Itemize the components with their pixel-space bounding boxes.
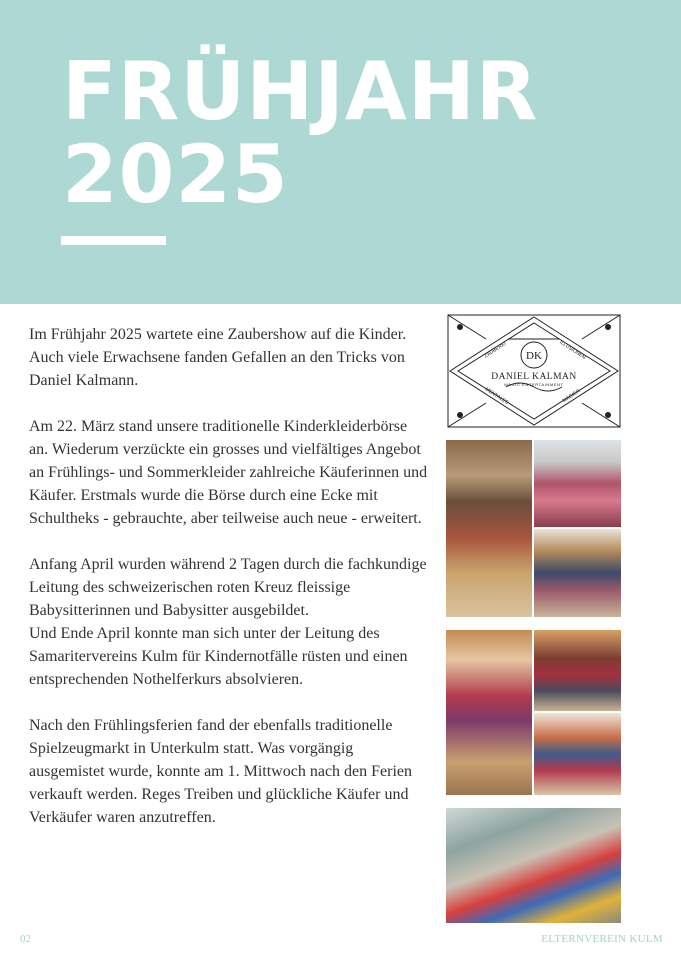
logo-monogram: DK	[526, 350, 542, 362]
photo-clothing-racks	[534, 529, 621, 617]
photo-schoolbags-shelf	[534, 630, 621, 711]
photo-toy-market	[446, 808, 621, 923]
logo-word-3: MENTALES	[483, 386, 510, 406]
logo-word-2: ILLUSIONEN	[558, 339, 587, 361]
logo-word-4: MAGIER	[561, 388, 582, 405]
magician-logo	[446, 313, 622, 429]
header-banner	[0, 0, 681, 304]
photo-schoolbags-display	[534, 713, 621, 795]
paragraph-babysitter-course: Anfang April wurden während 2 Tagen durch die fachkundige Leitung des schweizerischen roten Kreuz fleissige Babysitterinnen und Babysitter ausgebildet.	[29, 556, 427, 619]
photo-clothing-tables	[446, 440, 532, 617]
title-line-1: FRÜHJAHR	[62, 45, 539, 138]
page-title	[62, 45, 539, 221]
title-line-2: 2025	[62, 128, 289, 221]
logo-tagline: MAGIC ENTERTAINMENT	[504, 382, 564, 387]
logo-name: DANIEL KALMAN	[491, 372, 577, 382]
title-underline	[61, 236, 166, 245]
paragraph-toy-market: Nach den Frühlingsferien fand der ebenfalls traditionelle Spielzeugmarkt in Unterkulm statt. Was vorgängig ausgemistet wurde, konnte am 1. Mittwoch nach den Ferien verkauft werden. Reges Treiben und glückliche Käufer und Verkäufer waren anzutreffen.	[29, 717, 413, 826]
paragraph-magic-show: Im Frühjahr 2025 wartete eine Zaubershow auf die Kinder. Auch viele Erwachsene fanden Gefallen an den Tricks von Daniel Kalmann.	[29, 326, 407, 389]
paragraph-clothing-market: Am 22. März stand unsere traditionelle Kinderkleiderbörse an. Wiederum verzückte ein grosses und vielfältiges Angebot an Frühlings- und Sommerkleider zahlreiche Käuferinnen und Käufer. Erstmals wurde die Börse durch eine Ecke mit Schultheks - gebrauchte, aber teilweise auch neue - erweitert.	[29, 418, 428, 527]
photo-schoolbags-room	[446, 630, 532, 795]
logo-word-1: ZAUBEREI	[483, 340, 508, 360]
photo-clothing-pile	[534, 440, 621, 527]
article-body	[29, 323, 429, 852]
paragraph-first-aid-course: Und Ende April konnte man sich unter der Leitung des Samaritervereins Kulm für Kindernotfälle rüsten und einen entsprechenden Nothelferkurs absolvieren.	[29, 625, 408, 688]
footer-organization: ELTERNVEREIN KULM	[541, 933, 663, 945]
page-number: 02	[20, 933, 31, 945]
